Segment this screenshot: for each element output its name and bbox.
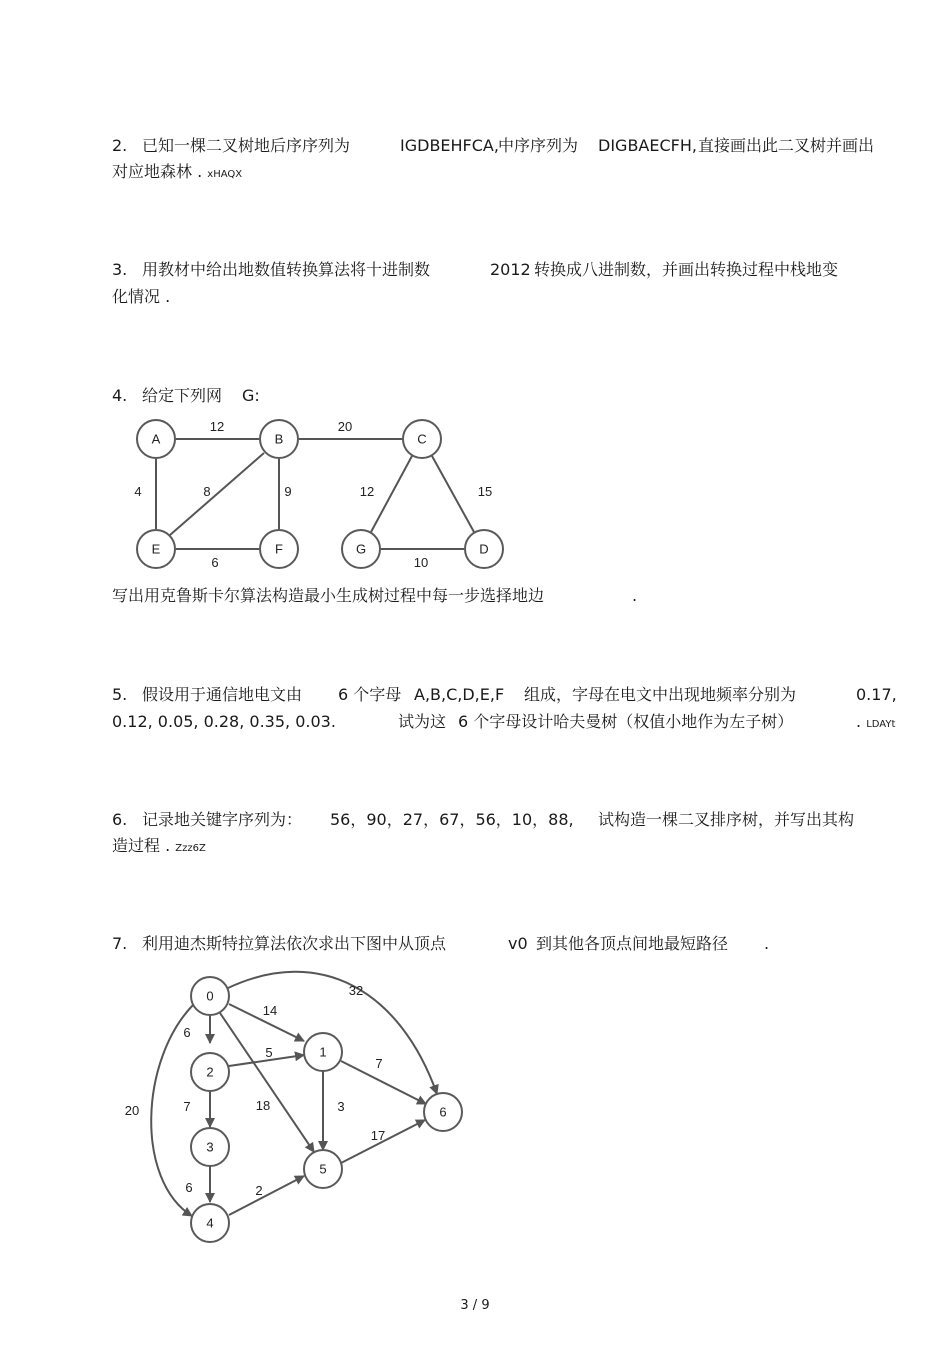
q5-text-d: 6 个字母设计哈夫曼树（权值小地作为左子树） — [458, 712, 794, 731]
node-a — [137, 420, 175, 458]
q7-text-b: 到其他各顶点间地最短路径 — [536, 934, 729, 953]
node-g — [342, 530, 380, 568]
weight-3-4: 6 — [185, 1180, 193, 1195]
q7-vertex: v0 — [508, 934, 528, 953]
q2-postorder: IGDBEHFCA, — [400, 136, 499, 155]
vertex-4 — [191, 1204, 229, 1242]
q2-text-c: 直接画出此二叉树并画出 — [698, 136, 875, 155]
node-c-label: C — [417, 431, 427, 447]
weight-0-4: 20 — [124, 1103, 140, 1118]
vertex-1-label: 1 — [319, 1044, 327, 1060]
q6-watermark: Zzz6Z — [175, 843, 206, 854]
node-f-label: F — [275, 541, 283, 557]
q7-number: 7. — [112, 934, 128, 953]
q5-freq-rest: 0.12, 0.05, 0.28, 0.35, 0.03. — [112, 712, 336, 731]
node-f — [260, 530, 298, 568]
weight-c-d: 15 — [477, 484, 493, 499]
q5-count: 6 个字母 — [338, 685, 402, 704]
q6-text-c: 造过程 . — [112, 836, 171, 855]
page-number: 3 / 9 — [460, 1298, 490, 1313]
node-d — [465, 530, 503, 568]
node-c — [403, 420, 441, 458]
weight-0-2: 6 — [183, 1025, 191, 1040]
q5-text-a: 假设用于通信地电文由 — [142, 685, 303, 704]
q7-end-dot: . — [764, 934, 770, 953]
edge-c-d — [432, 456, 474, 532]
weight-2-1: 5 — [265, 1045, 273, 1060]
weight-4-5: 2 — [255, 1183, 263, 1198]
vertex-2-label: 2 — [206, 1064, 214, 1080]
q5-end — [856, 712, 895, 735]
edge-1-6 — [341, 1061, 426, 1104]
vertex-5-label: 5 — [319, 1161, 327, 1177]
weight-0-5: 18 — [255, 1098, 271, 1113]
weight-g-d: 10 — [413, 555, 429, 570]
node-a-label: A — [151, 431, 161, 447]
q2-text-d: 对应地森林 . — [112, 162, 203, 181]
q3-text-a: 用教材中给出地数值转换算法将十进制数 — [142, 260, 431, 279]
vertex-0-label: 0 — [206, 988, 214, 1004]
weight-e-f: 6 — [211, 555, 219, 570]
q7-text-a: 利用迪杰斯特拉算法依次求出下图中从顶点 — [142, 934, 447, 953]
q5-end-dot: . — [856, 712, 862, 731]
q5-watermark: LDAYt — [866, 719, 896, 730]
weight-2-3: 7 — [183, 1099, 191, 1114]
weight-1-5: 3 — [337, 1099, 345, 1114]
q3-text-c: 化情况 . — [112, 287, 171, 306]
edge-b-e — [170, 453, 264, 535]
q4-graph-name: G: — [242, 386, 260, 405]
q4-end-dot: . — [632, 586, 638, 605]
q5-number: 5. — [112, 685, 128, 704]
weight-1-6: 7 — [375, 1056, 383, 1071]
q5-text-b: 组成，字母在电文中出现地频率分别为 — [524, 685, 797, 704]
q2-number: 2. — [112, 136, 128, 155]
q6-line2 — [112, 836, 206, 859]
q5-letters: A,B,C,D,E,F — [414, 685, 505, 704]
weight-5-6: 17 — [370, 1128, 386, 1143]
weight-c-g: 12 — [359, 484, 375, 499]
node-e-label: E — [151, 541, 161, 557]
vertex-3 — [191, 1128, 229, 1166]
q4-number: 4. — [112, 386, 128, 405]
vertex-4-label: 4 — [206, 1215, 214, 1231]
node-b — [260, 420, 298, 458]
edge-c-g — [371, 456, 412, 532]
edge-0-6 — [228, 972, 437, 1094]
q6-number: 6. — [112, 810, 128, 829]
q3-text-b: 转换成八进制数，并画出转换过程中栈地变 — [534, 260, 839, 279]
node-g-label: G — [355, 541, 367, 557]
weight-a-b: 12 — [209, 419, 225, 434]
q6-keys: 56，90，27，67，56，10，88, — [330, 810, 574, 829]
q3-decimal: 2012 — [490, 260, 531, 279]
weight-b-f: 9 — [284, 484, 292, 499]
dijkstra-graph — [125, 972, 462, 1242]
vertex-3-label: 3 — [206, 1139, 214, 1155]
q2-watermark: xHAQX — [207, 169, 243, 180]
network-g — [134, 419, 503, 570]
weight-0-1: 14 — [262, 1003, 278, 1018]
vertex-0 — [191, 977, 229, 1015]
q3-number: 3. — [112, 260, 128, 279]
q5-text-c: 试为这 — [398, 712, 447, 731]
q6-text-b: 试构造一棵二叉排序树，并写出其构 — [598, 810, 855, 829]
node-e — [137, 530, 175, 568]
edge-0-5 — [220, 1013, 314, 1152]
node-b-label: B — [274, 431, 284, 447]
node-d-label: D — [479, 541, 489, 557]
q4-text-a: 给定下列网 — [142, 386, 223, 405]
edge-4-5 — [229, 1176, 304, 1215]
vertex-6 — [424, 1093, 462, 1131]
q5-freq-first: 0.17, — [856, 685, 897, 704]
q4-text-b: 写出用克鲁斯卡尔算法构造最小生成树过程中每一步选择地边 — [112, 586, 545, 605]
weight-a-e: 4 — [134, 484, 142, 499]
q2-text-a: 已知一棵二叉树地后序序列为 — [142, 136, 351, 155]
weight-b-c: 20 — [337, 419, 353, 434]
vertex-5 — [304, 1150, 342, 1188]
vertex-1 — [304, 1033, 342, 1071]
vertex-2 — [191, 1053, 229, 1091]
weight-0-6: 32 — [348, 983, 364, 998]
q2-inorder: DIGBAECFH, — [598, 136, 697, 155]
q6-text-a: 记录地关键字序列为： — [142, 810, 303, 829]
vertex-6-label: 6 — [439, 1104, 447, 1120]
q2-text-b: 中序序列为 — [498, 136, 579, 155]
weight-b-e: 8 — [203, 484, 211, 499]
